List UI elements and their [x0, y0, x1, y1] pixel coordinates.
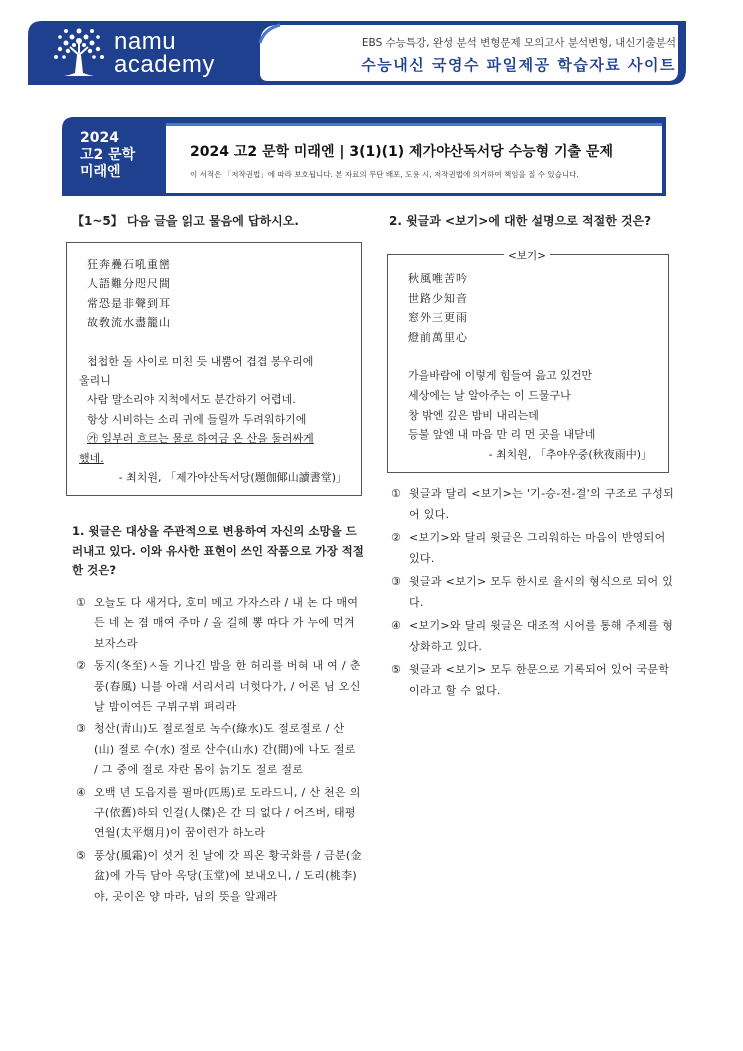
option-text: 동지(冬至)ㅅ돌 기나긴 밤을 한 허리를 버혀 내 여 / 춘풍(春風) 니블 아래 서리서리 너헛다가, / 어론 님 오신 날 밤이여든 구뷔구뷔 펴리라 — [94, 659, 361, 713]
option-number: ① — [76, 595, 86, 609]
bogi-translation-line: 창 밖엔 깊은 밤비 내리는데 — [408, 408, 539, 422]
option-text: 청산(靑山)도 절로절로 녹수(綠水)도 절로절로 / 산(山) 절로 수(水) 절로 산수(山水) 간(間)에 나도 절로 / 그 중에 절로 자란 몸이 늙기도 절로 절로 — [94, 722, 356, 777]
passage-source: - 최치원, 「제가야산독서당(題伽倻山讀書堂)」 — [118, 471, 347, 485]
logo-text — [114, 30, 215, 76]
header-banner — [28, 21, 686, 85]
logo-line2: academy — [114, 51, 215, 78]
option-number: ③ — [391, 575, 401, 589]
option-text: 윗글과 달리 <보기>는 '기-승-전-결'의 구조로 구성되어 있다. — [409, 487, 675, 522]
option-text: <보기>와 달리 윗글은 대조적 시어를 통해 주제를 형상화하고 있다. — [409, 619, 674, 654]
option-5[interactable] — [76, 846, 362, 907]
title-badge-course: 고2 문학 — [80, 147, 136, 163]
title-badge-year: 2024 — [80, 130, 119, 146]
bogi-box — [387, 250, 669, 473]
bogi-source: - 최치원, 「추야우중(秋夜雨中)」 — [488, 447, 652, 461]
passage-hanmun — [79, 255, 353, 333]
tree-icon — [48, 25, 110, 81]
option-text: 풍상(風霜)이 섯거 친 날에 갓 픠온 황국화를 / 금분(金盆)에 가득 담아 옥당(玉堂)에 보내오니, / 도리(桃李)야, 곳이온 양 마라, 님의 뜻을 알괘라 — [94, 848, 362, 903]
instruction: 【1~5】 다음 글을 읽고 물음에 답하시오. — [72, 214, 299, 228]
title-badge — [80, 130, 160, 181]
question-2: 2. 윗글과 <보기>에 대한 설명으로 적절한 것은? — [389, 214, 652, 228]
option-number: ① — [391, 487, 401, 501]
hanmun-line: 狂奔疊石吼重巒 — [87, 258, 171, 271]
passage-box — [66, 242, 362, 496]
underlined-line-ga: ㉮ 일부러 흐르는 물로 하여금 온 산을 둘러싸게 — [87, 432, 314, 446]
bogi-translation-line: 세상에는 날 알아주는 이 드물구나 — [408, 388, 571, 402]
hanmun-line: 故敎流水盡籠山 — [87, 316, 171, 330]
title-section — [62, 117, 666, 196]
option-text: 윗글과 <보기> 모두 한문으로 기록되어 있어 국문학이라고 할 수 없다. — [409, 663, 670, 698]
option-number: ④ — [391, 619, 401, 633]
option-number: ② — [391, 531, 401, 545]
question-1: 1. 윗글은 대상을 주관적으로 변용하여 자신의 소망을 드러내고 있다. 이와 유사한 표현이 쓰인 작품으로 가장 적절한 것은? — [72, 524, 364, 578]
hanmun-line: 人語難分咫尺間 — [87, 277, 171, 291]
namu-academy-logo[interactable] — [48, 25, 258, 81]
option-4[interactable] — [76, 783, 362, 844]
option-3[interactable] — [76, 719, 362, 780]
right-column — [387, 212, 677, 703]
underlined-line-ga-end: 했네. — [79, 451, 104, 465]
option-1[interactable] — [76, 593, 362, 654]
hanmun-line: 燈前萬里心 — [408, 330, 468, 344]
title-badge-publisher: 미래엔 — [80, 164, 121, 180]
bogi-hanmun — [408, 269, 658, 347]
option-number: ② — [76, 659, 86, 673]
option-3[interactable] — [391, 571, 675, 613]
tagline-top: EBS 수능특강, 완성 분석 변형문제 모의고사 분석변형, 내신기출분석 — [361, 37, 676, 49]
option-4[interactable] — [391, 615, 675, 657]
hanmun-line: 常恐是非聲到耳 — [87, 296, 171, 310]
option-text: 오늘도 다 새거다, 호미 메고 가자스라 / 내 논 다 매여든 네 논 졈 매여 주마 / 올 길헤 뽕 따다 가 누에 먹겨 보자스라 — [94, 595, 359, 650]
question-1-options — [62, 593, 362, 907]
option-text: <보기>와 달리 윗글은 그리워하는 마음이 반영되어 있다. — [409, 531, 666, 566]
question-2-options — [387, 483, 675, 701]
option-2[interactable] — [76, 656, 362, 717]
hanmun-line: 窓外三更雨 — [408, 311, 468, 325]
bogi-label: <보기> — [504, 247, 550, 267]
option-1[interactable] — [391, 483, 675, 525]
translation-line: 첩첩한 돌 사이로 미친 듯 내뿜어 겹겹 봉우리에 — [87, 354, 314, 368]
logo-line1: namu — [114, 28, 177, 55]
hanmun-line: 秋風唯苦吟 — [408, 272, 468, 285]
option-2[interactable] — [391, 527, 675, 569]
translation-line: 사람 말소리야 지척에서도 분간하기 어렵네. — [87, 393, 296, 407]
option-number: ⑤ — [391, 663, 401, 677]
translation-line: 울리니 — [79, 374, 111, 388]
page-title: 2024 고2 문학 미래엔 | 3(1)(1) 제가야산독서당 수능형 기출 문제 — [190, 144, 613, 160]
bogi-translation-line: 가을바람에 이렇게 힘들여 읊고 있건만 — [408, 369, 593, 383]
left-column — [62, 212, 370, 909]
option-text: 오백 년 도읍지를 필마(匹馬)로 도라드니, / 산 천은 의구(依舊)하되 인걸(人傑)은 간 듸 없다 / 어즈버, 태평연월(太平烟月)이 꿈이런가 하노라 — [94, 785, 361, 840]
translation-line: 항상 시비하는 소리 귀에 들릴까 두려워하기에 — [87, 412, 307, 426]
option-number: ④ — [76, 785, 86, 799]
hanmun-line: 世路少知音 — [408, 291, 468, 305]
option-number: ③ — [76, 722, 86, 736]
bogi-translation-line: 등불 앞엔 내 마음 만 리 먼 곳을 내닫네 — [408, 428, 596, 442]
option-text: 윗글과 <보기> 모두 한시로 율시의 형식으로 되어 있다. — [409, 575, 674, 610]
option-5[interactable] — [391, 659, 675, 701]
copyright-notice: 이 서적은 「저작권법」에 따라 보호됩니다. 본 자료의 무단 배포, 도용 시, 저작권법에 의거하여 책임을 질 수 있습니다. — [190, 170, 579, 179]
option-number: ⑤ — [76, 848, 86, 862]
tagline-main: 수능내신 국영수 파일제공 학습자료 사이트 — [361, 56, 676, 74]
